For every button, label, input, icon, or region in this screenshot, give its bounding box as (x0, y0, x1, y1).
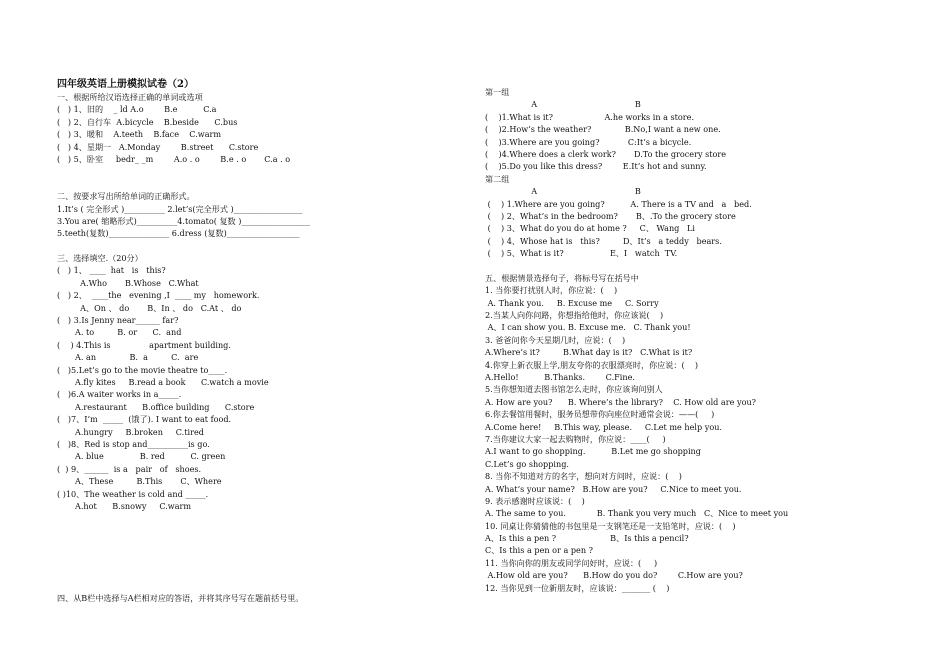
s5-line: C.Let’s go shopping. (485, 458, 569, 469)
s2-question: 1.It’s ( 完全形式 )__________ 2.let’s(完全形式 )_________________ (57, 203, 303, 214)
s5-line: A.I want to go shopping. B.Let me go shopping (485, 446, 701, 457)
s5-line: 7.当你建议大家一起去购物时，你应说：____( ) (485, 433, 666, 444)
s3-line: ( )5.Let’s go to the movie theatre to____. (57, 364, 228, 375)
s5-line: 12. 当你见到一位新朋友时，应该说：_______ ( ) (485, 582, 670, 593)
exam-title: 四年级英语上册模拟试卷（2） (57, 79, 194, 90)
group-2-heading: 第二组 (485, 173, 510, 184)
s1-question: ( ) 4、星期一 A.Monday B.street C.store (57, 141, 259, 152)
s5-line: A. What’s your name? B.How are you? C.Nice to meet you. (485, 483, 742, 494)
s3-line: A、These B.This C、Where (57, 476, 222, 487)
s3-line: A.fly kites B.read a book C.watch a movie (57, 377, 269, 387)
s3-line: ( ) 1、 ____ hat is this? (57, 265, 166, 276)
s5-line: A.How old are you? B.How do you do? C.How are you? (485, 570, 743, 581)
s5-line: C、Is this a pen or a pen ? (485, 545, 593, 556)
g1-item: ( )4.Where does a clerk work? D.To the grocery store (485, 148, 727, 159)
g2-item: ( ) 1.Where are you going? A. There is a TV and a bed. (485, 198, 752, 209)
left-column (57, 78, 457, 605)
s3-line: ( )10、The weather is cold and _____. (57, 488, 209, 499)
s5-line: A.Come here! B.This way, please. C.Let me help you. (485, 421, 722, 432)
s3-line: A. an B. a C. are (57, 352, 199, 363)
group-2-ab-header: A B (485, 186, 641, 197)
s5-line: 8. 当你不知道对方的名字，想向对方问时，应说：( ) (485, 471, 682, 482)
s3-line: A. to B. or C. and (57, 327, 182, 338)
s5-line: A、Is this a pen ? B、Is this a pencil? (485, 533, 689, 544)
s3-line: ( ) 9、______ is a pair of shoes. (57, 463, 202, 474)
s5-line: 2.当某人向你问路，你想指给他时，你应该说( ) (485, 310, 664, 321)
section-1-heading: 一、根据所给汉语选择正确的单词或选项 (57, 92, 203, 102)
s5-line: A. The same to you. B. Thank you very much C、Nice to meet you (485, 508, 789, 519)
s1-question: ( ) 2、自行车 A.bicycle B.beside C.bus (57, 116, 238, 127)
s5-line: 6.你去餐馆用餐时，服务员想带你向座位时通常会说：——( ) (485, 409, 715, 420)
s1-question: ( ) 5、卧室 bedr_ _m A.o . o B.e . o C.a . o (57, 153, 291, 164)
g2-item: ( ) 5、What is it? E、I watch TV. (485, 248, 678, 259)
g2-item: ( ) 4、Whose hat is this? D、It’s a teddy bears. (485, 235, 722, 246)
s3-line: ( )8、Red is stop and__________is go. (57, 438, 210, 449)
s3-line: ( )7、I’m _____ (饿了). I want to eat food. (57, 414, 232, 425)
s5-line: A.Hello! B.Thanks. C.Fine. (485, 371, 635, 382)
s3-line: A.hot B.snowy C.warm (57, 500, 192, 511)
s5-line: A. How are you? B. Where’s the library? C. How old are you? (485, 396, 756, 407)
s5-line: 10. 同桌让你猜猜他的书包里是一支钢笔还是一支铅笔时，应说：( ) (485, 520, 736, 531)
s5-line: 5.当你想知道去图书馆怎么走时，你应该询问别人 (485, 384, 663, 395)
s2-question: 3.You are( 缩略形式)__________4.tomato( 复数 )_________________ (57, 215, 311, 226)
s2-question: 5.teeth(复数)_______________ 6.dress (复数)__________________ (57, 228, 300, 239)
s3-line: ( ) 2、 ____the evening ,I ____ my homework. (57, 290, 260, 301)
section-3-heading: 三、选择填空.（20分） (57, 253, 143, 264)
s3-line: A. blue B. red C. green (57, 451, 226, 462)
s5-line: A、I can show you. B. Excuse me. C. Thank you! (485, 322, 691, 333)
group-1-heading: 第一组 (485, 87, 510, 97)
s3-line: ( )6.A waiter works in a_____. (57, 389, 182, 400)
section-5-heading: 五、根据情景选择句子，将标号写在括号中 (485, 272, 639, 283)
g2-item: ( ) 3、What do you do at home ? C、 Wang Li (485, 223, 696, 234)
s5-line: 3. 爸爸问你今天星期几时，应说：( ) (485, 334, 626, 345)
s3-line: ( ) 4.This is apartment building. (57, 339, 231, 350)
s5-line: A. Thank you. B. Excuse me C. Sorry (485, 297, 659, 308)
s5-line: 1. 当你要打扰别人时，你应说：( ) (485, 285, 618, 296)
s5-line: 11. 当你向你的朋友或同学问好时，应说：( ) (485, 557, 658, 568)
s1-question: ( ) 3、暖和 A.teeth B.face C.warm (57, 129, 222, 140)
right-column (485, 86, 925, 594)
section-4-heading: 四、从B栏中选择与A栏相对应的答语，并将其序号写在题前括号里。 (57, 593, 304, 604)
s3-line: A.hungry B.broken C.tired (57, 426, 204, 437)
g1-item: ( )1.What is it? A.he works in a store. (485, 111, 695, 122)
s5-line: 9. 表示感谢时应该说：( ) (485, 495, 585, 506)
s1-question: ( ) 1、旧的 _ ld A.o B.e C.a (57, 104, 217, 115)
s3-line: ( ) 3.Is Jenny near______ far? (57, 315, 179, 326)
s3-line: A.restaurant B.office building C.store (57, 401, 255, 412)
s3-line: A.Who B.Whose C.What (57, 277, 199, 288)
s5-line: A.Where’s it? B.What day is it? C.What is it? (485, 347, 693, 358)
g1-item: ( )5.Do you like this dress? E.It’s hot and sunny. (485, 161, 707, 172)
g1-item: ( )3.Where are you going? C:It’s a bicycle. (485, 136, 692, 147)
g1-item: ( )2.How’s the weather? B.No,I want a new one. (485, 124, 721, 135)
g2-item: ( ) 2、What’s in the bedroom? B、.To the grocery store (485, 210, 736, 221)
s5-line: 4.你穿上新衣服上学,朋友夸你的衣服漂亮时，你应说：( ) (485, 359, 699, 370)
s3-line: A、On 、 do B、In 、 do C.At 、 do (57, 302, 242, 313)
section-2-heading: 二、按要求写出所给单词的正确形式。 (57, 191, 195, 202)
group-1-ab-header: A B (485, 99, 641, 110)
